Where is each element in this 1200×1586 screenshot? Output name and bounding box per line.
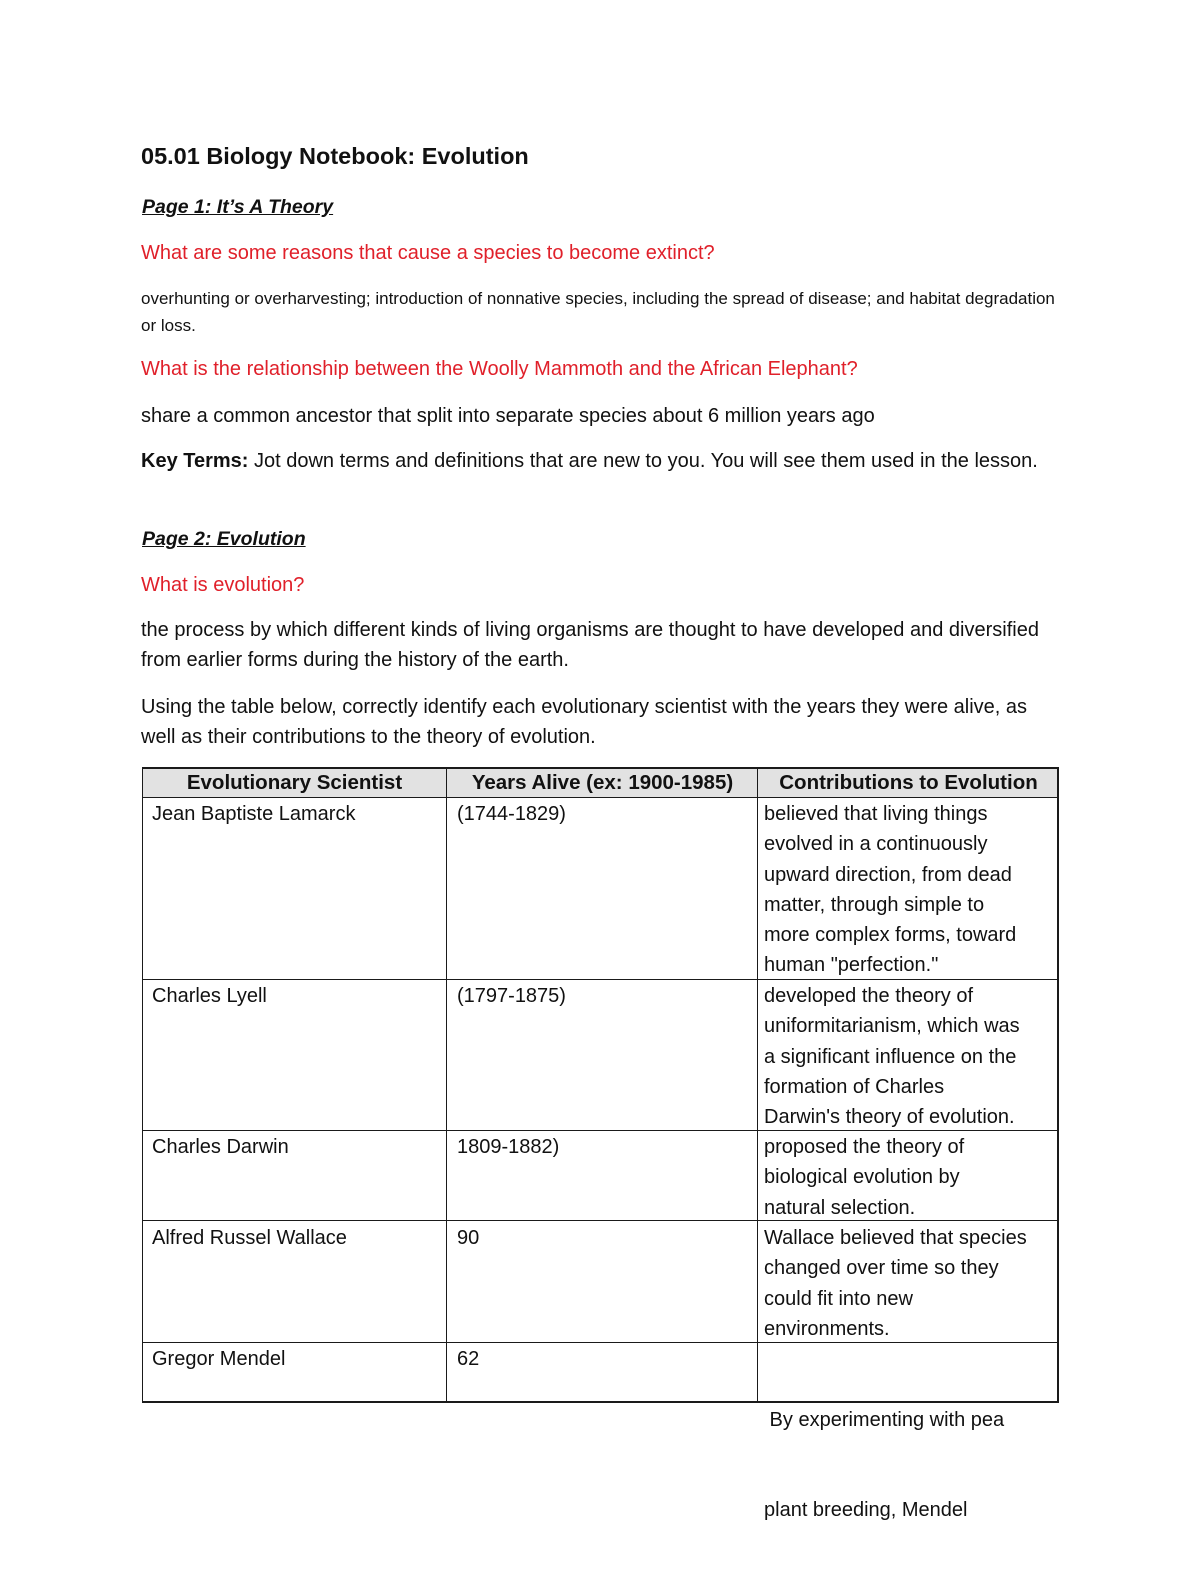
cell-contribution: [764, 1132, 964, 1223]
cell-scientist: Charles Darwin: [152, 1136, 289, 1158]
column-divider-2: [757, 767, 758, 1403]
contribution-line: environments.: [764, 1317, 890, 1340]
cell-years: 1809-1882): [457, 1136, 560, 1158]
header-scientist: Evolutionary Scientist: [186, 771, 403, 794]
page2-heading: Page 2: Evolution: [142, 528, 306, 550]
contribution-line: developed the theory of: [764, 985, 974, 1007]
column-divider-1: [446, 767, 447, 1403]
contribution-line: proposed the theory of: [764, 1136, 965, 1158]
cell-scientist: Gregor Mendel: [152, 1348, 286, 1370]
cell-contribution: [764, 799, 1016, 981]
contribution-line: formation of Charles: [764, 1075, 945, 1098]
table-left-border: [142, 767, 143, 1403]
contribution-line: believed that living things: [764, 803, 988, 825]
header-contributions: Contributions to Evolution: [779, 771, 1038, 794]
key-terms-text: Jot down terms and definitions that are new to you. You will see them used in the lesson.: [248, 450, 1038, 472]
header-bottom-border: [142, 797, 1059, 798]
cell-years: (1744-1829): [457, 803, 566, 825]
contribution-line: evolved in a continuously: [764, 833, 988, 856]
page1-answer-1: overhunting or overharvesting; introduction of nonnative species, including the spread of disease; and habitat degradation or loss.: [141, 289, 1055, 335]
contribution-line: human "perfection.": [764, 954, 939, 977]
contribution-line: natural selection.: [764, 1196, 916, 1219]
contribution-line: could fit into new: [764, 1287, 913, 1310]
page-title: 05.01 Biology Notebook: Evolution: [141, 143, 529, 169]
table-top-border: [142, 767, 1059, 769]
cell-contribution: [764, 1344, 1004, 1586]
contribution-line: uniformitarianism, which was: [764, 1015, 1020, 1038]
page2-question-1: What is evolution?: [141, 574, 305, 596]
contribution-line: By experimenting with pea: [764, 1408, 1005, 1431]
contribution-line: matter, through simple to: [764, 893, 985, 916]
contribution-line: changed over time so they: [764, 1257, 999, 1280]
page1-question-2: What is the relationship between the Woolly Mammoth and the African Elephant?: [141, 358, 858, 380]
cell-years: 62: [457, 1348, 480, 1370]
contribution-line: upward direction, from dead: [764, 863, 1012, 886]
contribution-line: plant breeding, Mendel: [764, 1499, 968, 1522]
page1-question-1: What are some reasons that cause a species to become extinct?: [141, 242, 715, 264]
cell-scientist: Jean Baptiste Lamarck: [152, 803, 356, 825]
cell-scientist: Charles Lyell: [152, 985, 267, 1007]
page1-heading: Page 1: It’s A Theory: [142, 196, 334, 218]
cell-contribution: [764, 981, 1020, 1132]
contribution-line: biological evolution by: [764, 1166, 960, 1189]
table-right-border: [1057, 767, 1059, 1403]
contribution-line: Wallace believed that species: [764, 1227, 1027, 1249]
cell-years: 90: [457, 1227, 480, 1249]
table-instructions: Using the table below, correctly identify each evolutionary scientist with the years they were alive, as well as their contributions to the theory of evolution.: [141, 696, 1027, 748]
page2-answer-1: the process by which different kinds of living organisms are thought to have developed and diversified from earlier forms during the history of the earth.: [141, 619, 1039, 671]
cell-years: (1797-1875): [457, 985, 566, 1007]
page1-answer-2: share a common ancestor that split into separate species about 6 million years ago: [141, 405, 875, 427]
contribution-line: a significant influence on the: [764, 1045, 1017, 1068]
key-terms-label: Key Terms:: [141, 450, 249, 472]
cell-scientist: Alfred Russel Wallace: [152, 1227, 347, 1249]
key-terms-paragraph: [141, 446, 1051, 476]
contribution-line: Darwin's theory of evolution.: [764, 1106, 1015, 1129]
cell-contribution: [764, 1223, 1027, 1344]
header-years: Years Alive (ex: 1900-1985): [471, 771, 734, 794]
contribution-line: more complex forms, toward: [764, 924, 1017, 947]
scientists-table: [142, 767, 1059, 1522]
